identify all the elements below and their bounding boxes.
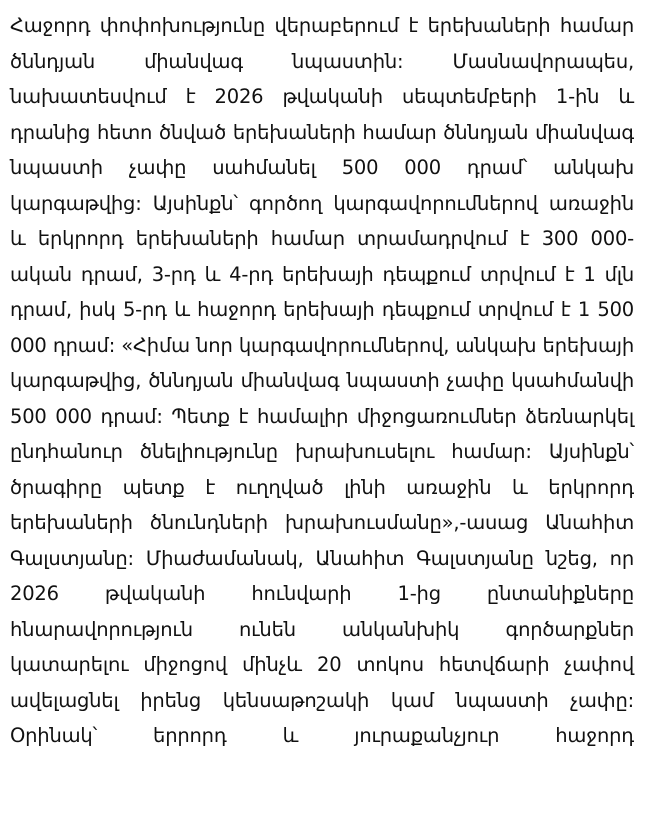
document-page — [10, 8, 634, 754]
body-paragraph: Հաջորդ փոփոխությունը վերաբերում է երեխաների համար ծննդյան միանվագ նպաստին: Մասնավորապես, նախատեսվում է 2026 թվականի սեպտեմբերի 1-ին և դրանից հետո ծնված երեխաների համար ծննդյան միանվագ նպաստի չափը սահմանել 500 000 դրամ՝ անկախ կարգաթվից: Այսինքն՝ գործող կարգավորումներով առաջին և երկրորդ երեխաների համար տրամադրվում է 300 000-ական դրամ, 3-րդ և 4-րդ երեխայի դեպքում տրվում է 1 մլն դրամ, իսկ 5-րդ և հաջորդ երեխայի դեպքում տրվում է 1 500 000 դրամ: «Հիմա նոր կարգավորումներով, անկախ երեխայի կարգաթվից, ծննդյան միանվագ նպաստի չափը կսահմանվի 500 000 դրամ: Պետք է համալիր միջոցառումներ ձեռնարկել ընդհանուր ծնելիությունը խրախուսելու համար: Այսինքն՝ ծրագիրը պետք է ուղղված լինի առաջին և երկրորդ երեխաների ծնունդների խրախուսմանը»,-ասաց Անահիտ Գալստյանը: Միաժամանակ, Անահիտ Գալստյանը նշեց, որ 2026 թվականի հունվարի 1-ից ընտանիքները հնարավորություն ունեն անկանխիկ գործարքներ կատարելու միջոցով մինչև 20 տոկոս հետվճարի չափով ավելացնել իրենց կենսաթոշակի կամ նպաստի չափը: Օրինակ՝ երրորդ և յուրաքանչյուր հաջորդ — [10, 14, 634, 747]
